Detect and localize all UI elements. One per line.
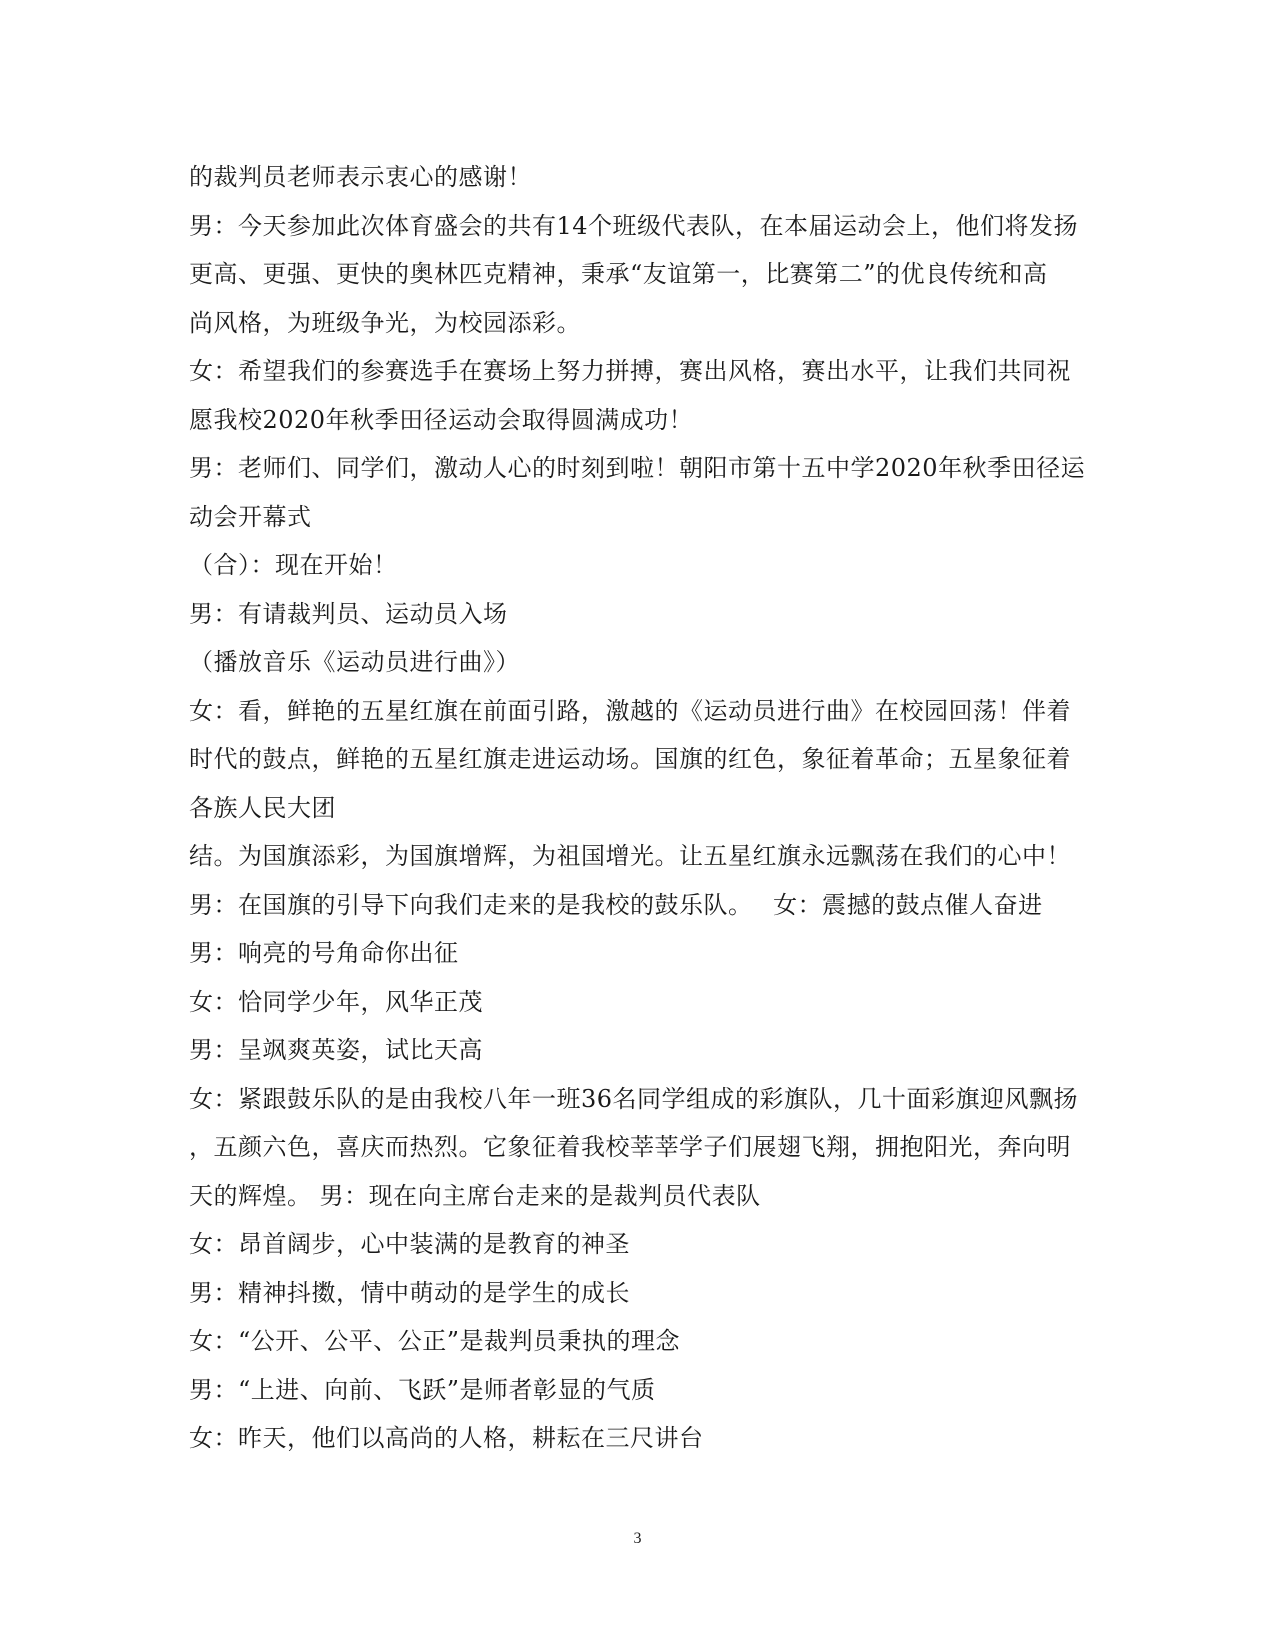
text-line: （播放音乐《运动员进行曲》） (189, 648, 520, 676)
text-line: 女：恰同学少年，风华正茂 (189, 987, 483, 1016)
text-line: 尚风格，为班级争光，为校园添彩。 (189, 308, 581, 337)
text-line: 的裁判员老师表示衷心的感谢！ (189, 163, 532, 191)
text-line: 女：昂首阔步，心中装满的是教育的神圣 (189, 1230, 630, 1258)
text-line: 男：呈飒爽英姿，试比天高 (189, 1036, 483, 1064)
text-line: 女：昨天，他们以高尚的人格，耕耘在三尺讲台 (189, 1424, 704, 1452)
text-line: 动会开幕式 (189, 502, 312, 531)
page-number: 3 (633, 1530, 642, 1547)
text-line: 天的辉煌。 男：现在向主席台走来的是裁判员代表队 (189, 1181, 761, 1210)
text-line: 女：“公开、公平、公正”是裁判员秉执的理念 (189, 1327, 681, 1355)
text-line: 男：“上进、向前、飞跃”是师者彰显的气质 (189, 1375, 656, 1404)
body-text (189, 153, 1089, 1463)
text-line: （合）：现在开始！ (189, 551, 398, 579)
text-line: 结。为国旗添彩，为国旗增辉，为祖国增光。让五星红旗永远飘荡在我们的心中！ (189, 842, 1071, 870)
text-line: 各族人民大团 (189, 793, 336, 822)
text-line: 女：希望我们的参赛选手在赛场上努力拼搏，赛出风格，赛出水平，让我们共同祝 (189, 357, 1071, 385)
text-line: 女：看，鲜艳的五星红旗在前面引路，激越的《运动员进行曲》在校园回荡！伴着 (189, 696, 1071, 725)
text-line: 更高、更强、更快的奥林匹克精神，秉承“友谊第一，比赛第二”的优良传统和高 (189, 260, 1048, 288)
text-line: 男：精神抖擞，情中萌动的是学生的成长 (189, 1278, 630, 1307)
text-line: 男：有请裁判员、运动员入场 (189, 599, 508, 628)
text-line: 时代的鼓点，鲜艳的五星红旗走进运动场。国旗的红色，象征着革命；五星象征着 (189, 745, 1071, 773)
text-line: 男：在国旗的引导下向我们走来的是我校的鼓乐队。 女：震撼的鼓点催人奋进 (189, 890, 1043, 919)
text-line: ，五颜六色，喜庆而热烈。它象征着我校莘莘学子们展翅飞翔，拥抱阳光，奔向明 (189, 1133, 1071, 1161)
text-line: 女：紧跟鼓乐队的是由我校八年一班36名同学组成的彩旗队，几十面彩旗迎风飘扬 (189, 1084, 1079, 1113)
text-line: 男：响亮的号角命你出征 (189, 939, 459, 967)
text-line: 愿我校2020年秋季田径运动会取得圆满成功！ (189, 405, 694, 434)
text-line: 男：今天参加此次体育盛会的共有14个班级代表队，在本届运动会上，他们将发扬 (189, 211, 1079, 240)
text-line: 男：老师们、同学们，激动人心的时刻到啦！朝阳市第十五中学2020年秋季田径运 (189, 454, 1086, 482)
